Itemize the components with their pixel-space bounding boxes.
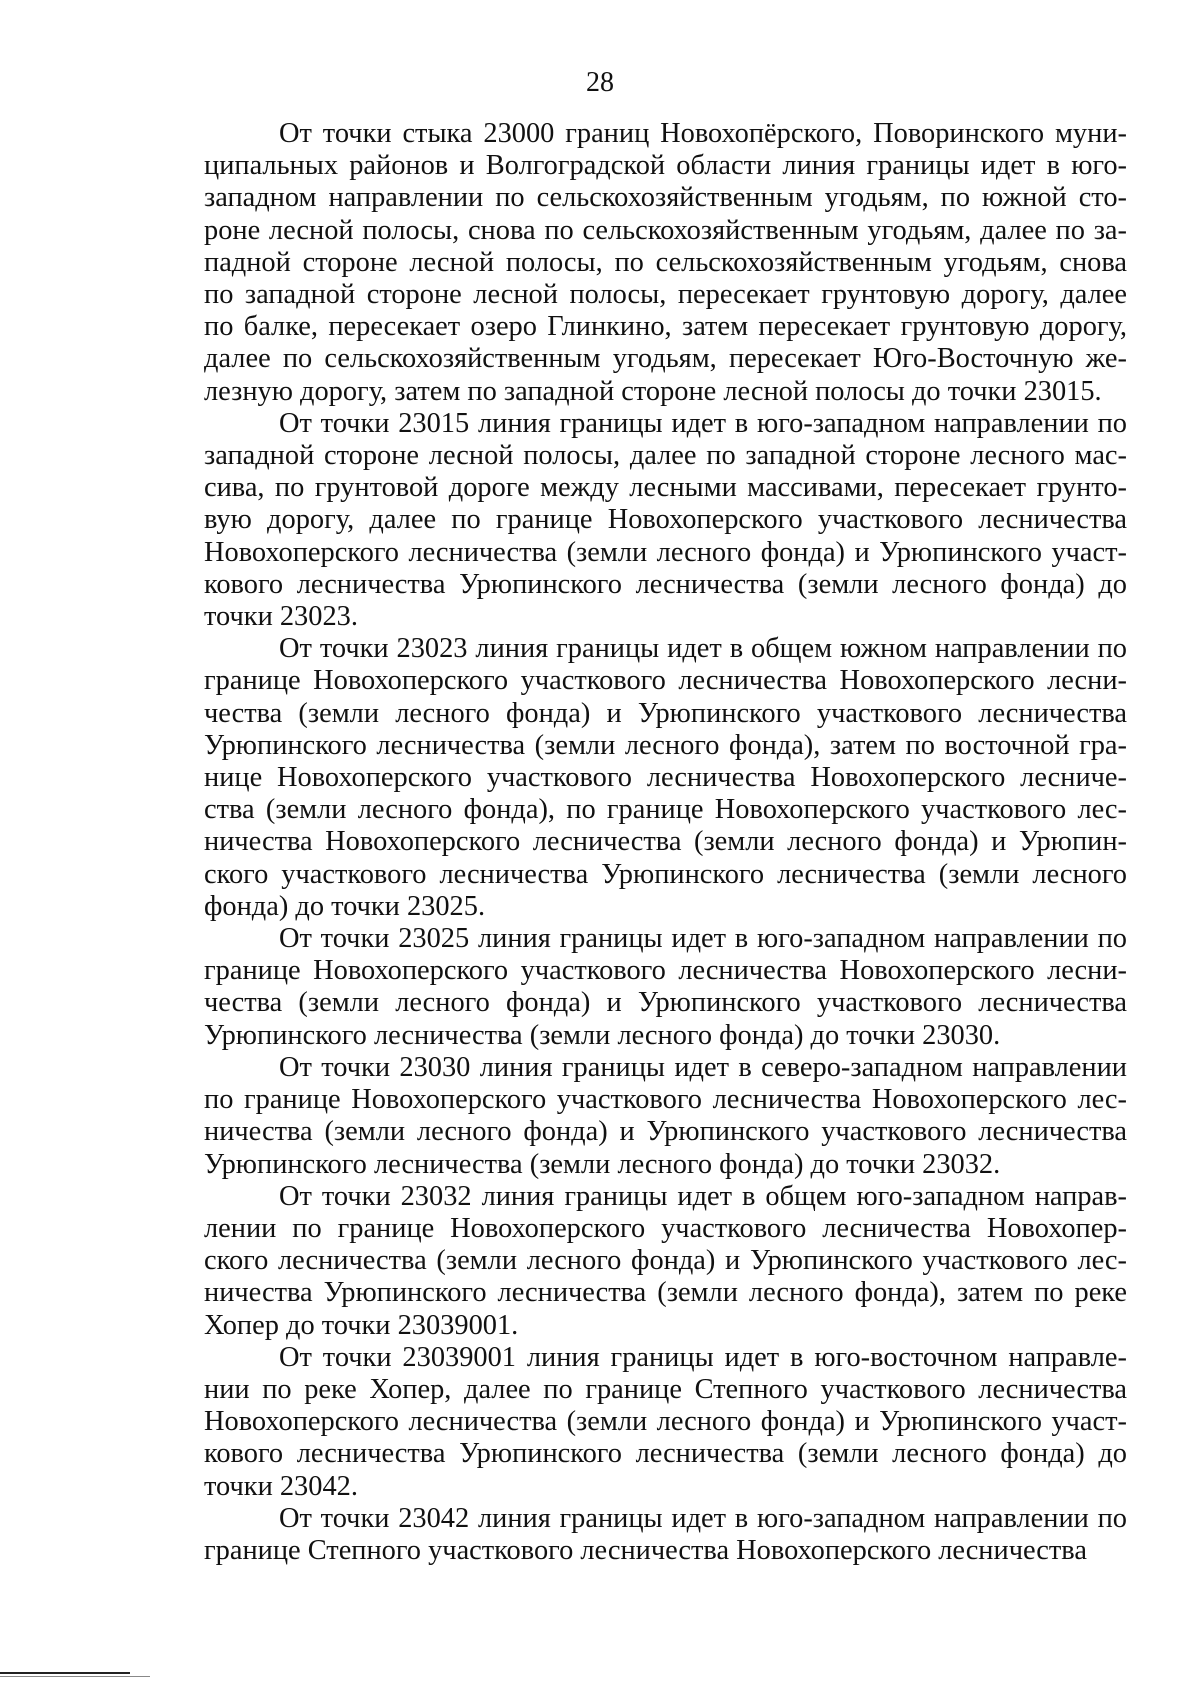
paragraph-5: От точки 23030 линия границы идет в северо-западном направлении по границе Новохоперского участкового лесничества Новохоперского лесничества (земли лесного фонда) и Урюпинского участкового лесничества Урюпинского лесничества (земли лесного фонда) до точки 23032. bbox=[204, 1051, 1127, 1180]
paragraph-6: От точки 23032 линия границы идет в общем юго-западном направлении по границе Новохоперского участкового лесничества Новохоперского лесничества (земли лесного фонда) и Урюпинского участкового лесничества Урюпинского лесничества (земли лесного фонда), затем по реке Хопер до точки 23039001. bbox=[204, 1180, 1127, 1341]
paragraph-4: От точки 23025 линия границы идет в юго-западном направлении по границе Новохоперского участкового лесничества Новохоперского лесничества (земли лесного фонда) и Урюпинского участкового лесничества Урюпинского лесничества (земли лесного фонда) до точки 23030. bbox=[204, 923, 1127, 1051]
document-body bbox=[204, 118, 1127, 1567]
paragraph-8: От точки 23042 линия границы идет в юго-западном направлении по границе Степного участкового лесничества Новохоперского лесничества bbox=[204, 1502, 1127, 1566]
paragraph-1: От точки стыка 23000 границ Новохопёрского, Поворинского муниципальных районов и Волгоградской области линия границы идет в юго-западном направлении по сельскохозяйственным угодьям, по южной стороне лесной полосы, снова по сельскохозяйственным угодьям, далее по западной стороне лесной полосы, по сельскохозяйственным угодьям, снова по западной стороне лесной полосы, пересекает грунтовую дорогу, далее по балке, пересекает озеро Глинкино, затем пересекает грунтовую дорогу, далее по сельскохозяйственным угодьям, пересекает Юго-Восточную железную дорогу, затем по западной стороне лесной полосы до точки 23015. bbox=[204, 118, 1127, 407]
paragraph-7: От точки 23039001 линия границы идет в юго-восточном направлении по реке Хопер, далее по границе Степного участкового лесничества Новохоперского лесничества (земли лесного фонда) и Урюпинского участкового лесничества Урюпинского лесничества (земли лесного фонда) до точки 23042. bbox=[204, 1341, 1127, 1502]
paragraph-3: От точки 23023 линия границы идет в общем южном направлении по границе Новохоперского участкового лесничества Новохоперского лесничества (земли лесного фонда) и Урюпинского участкового лесничества Урюпинского лесничества (земли лесного фонда), затем по восточной границе Новохоперского участкового лесничества Новохоперского лесничества (земли лесного фонда), по границе Новохоперского участкового лесничества Новохоперского лесничества (земли лесного фонда) и Урюпинского участкового лесничества Урюпинского лесничества (земли лесного фонда) до точки 23025. bbox=[204, 633, 1127, 922]
page-number: 28 bbox=[586, 67, 614, 98]
scan-edge-mark bbox=[0, 1672, 130, 1674]
scan-edge-mark-secondary bbox=[0, 1676, 150, 1677]
paragraph-2: От точки 23015 линия границы идет в юго-западном направлении по западной стороне лесной полосы, далее по западной стороне лесного массива, по грунтовой дороге между лесными массивами, пересекает грунтовую дорогу, далее по границе Новохоперского участкового лесничества Новохоперского лесничества (земли лесного фонда) и Урюпинского участкового лесничества Урюпинского лесничества (земли лесного фонда) до точки 23023. bbox=[204, 407, 1127, 633]
